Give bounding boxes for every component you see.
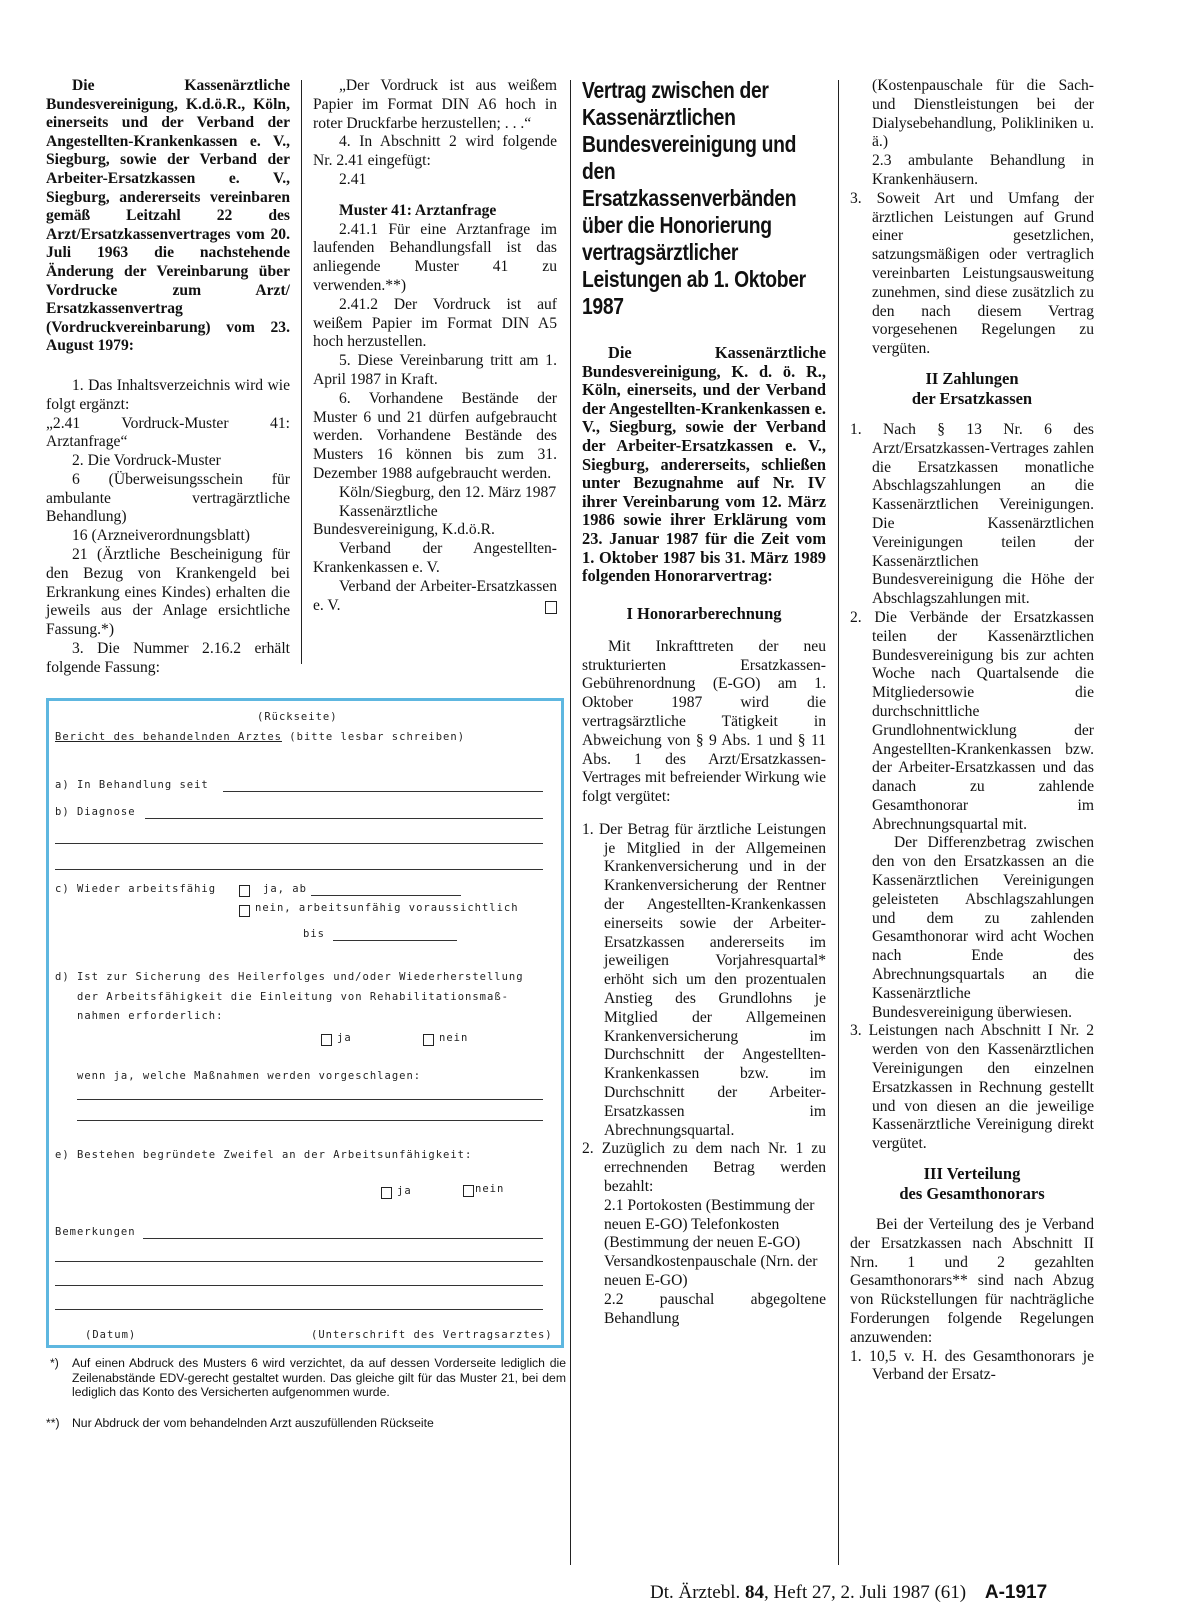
remarks-line-3 <box>55 1285 543 1286</box>
checkbox-d-nein[interactable] <box>423 1034 434 1046</box>
remarks-label: Bemerkungen <box>55 1226 136 1238</box>
section-1-item-1: 1. Der Betrag für ärztliche Leistungen je Mitglied in der Allgemeinen Krankenversicherung und in der Krankenversicherung der Rentner der Angestellten-Krankenkassen einerseits sowie der Arbeiter-Ersatzkassen andererseits im jeweiligen Vorjahresquartal* erhöht sich um den prozentualen Anstieg des Grundlohns je Mitglied der Allgemeinen Krankenversicherung im Durchschnitt der Angestellten-Krankenkassen bzw. im Durchschnitt der Arbeiter-Ersatzkassen im Abrechnungsquartal. <box>582 820 826 1139</box>
section-3-paragraph: Bei der Verteilung des je Verband der Ersatzkassen nach Abschnitt II Nrn. 1 und 2 gezahlten Gesamthonorars** sind nach Abzug von Rückstellungen für nachträgliche Forderungen folgende Regelungen anzuwenden: <box>850 1216 1094 1346</box>
item-1: 1. Das Inhaltsverzeichnis wird wie folgt ergänzt: <box>46 376 290 413</box>
end-box-icon <box>545 601 557 614</box>
item-2-41-2: 2.41.2 Der Vordruck ist auf weißem Papier im Format DIN A5 hoch herzustellen. <box>313 295 557 351</box>
field-c-ja-label: ja, ab <box>263 883 307 895</box>
item-3-leistungen: 3. Soweit Art und Umfang der ärztlichen Leistungen auf Grund einer gesetzlichen, satzungsmäßigen oder vertraglich vereinbarten Leistungsausweitung zunehmen, sind diese zusätzlich zu den nach diesem Vertrag vorgesehenen Regelungen zu vergüten. <box>850 189 1094 358</box>
field-b-line-3 <box>55 869 543 870</box>
section-1-item-2: 2. Zuzüglich zu dem nach Nr. 1 zu errechnenden Betrag werden bezahlt: <box>582 1140 826 1196</box>
column-2 <box>313 77 557 615</box>
item-1-text: „2.41 Vordruck-Muster 41: Arztanfrage“ <box>46 414 290 451</box>
intro-paragraph: Die Kassenärztliche Bundesvereinigung, K.d.ö.R., Köln, einerseits und der Verband der Angestellten-Krankenkassen e. V., Siegburg, sowie der Verband der Arbeiter-Ersatzkassen e. V., Siegburg, andererseits vereinbaren gemäß Leitzahl 22 des Arzt/Ersatzkassenvertrages vom 20. Juli 1963 die nachstehende Änderung der Vereinbarung über Vordrucke zum Arzt/ Ersatzkassenvertrag (Vordruckvereinbarung) vom 23. August 1979: <box>46 77 290 355</box>
item-2-41-1: 2.41.1 Für eine Arztanfrage im laufenden Behandlungsfall ist das anliegende Muster 41 zu verwenden.**) <box>313 220 557 294</box>
journal-issue: , Heft 27, 2. Juli 1987 (61) <box>763 1582 967 1603</box>
field-b-line-1 <box>145 818 543 819</box>
field-d-question: wenn ja, welche Maßnahmen werden vorgeschlagen: <box>77 1070 422 1082</box>
page-footer <box>650 1582 1047 1604</box>
journal-volume: 84 <box>744 1582 764 1603</box>
field-c-nein-label: nein, arbeitsunfähig voraussichtlich <box>255 902 519 914</box>
footnote-2 <box>46 1416 566 1431</box>
quote-paragraph: „Der Vordruck ist aus weißem Papier im Format DIN A6 hoch in roter Druckfarbe herzustellen; . . .“ <box>313 77 557 132</box>
field-a-line <box>223 791 543 792</box>
field-b-label: b) Diagnose <box>55 806 136 818</box>
checkbox-e-ja[interactable] <box>381 1187 392 1199</box>
section-2-item-2-cont: Der Differenzbetrag zwischen den von den Ersatzkassen an die Kassenärztlichen Vereinigungen geleisteten Abschlagszahlungen und dem zu zahlenden Gesamthonorar wird acht Wochen nach Ende des Abrechnungsquartals an die Kassenärztliche Bundesvereinigung überwiesen. <box>872 834 1094 1021</box>
section-2-item-2: 2. Die Verbände der Ersatzkassen teilen der Kassenärztlichen Bundesvereinigung bis zur achten Woche nach Quartalsende die Mitgliedersowie die durchschnittliche Grundlohnentwicklung der Angestellten-Krankenkassen bzw. der Arbeiter-Ersatzkassen und das danach zu zahlende Gesamthonorar im Abrechnungsquartal mit. <box>850 608 1094 833</box>
page-number: A-1917 <box>984 1582 1048 1603</box>
column-rule-3 <box>838 80 839 1565</box>
signatory-2: Verband der Angestellten-Krankenkassen e. V. <box>313 540 557 576</box>
item-2: 2. Die Vordruck-Muster <box>72 452 221 470</box>
remarks-line-4 <box>55 1309 543 1310</box>
footnote-2-text: Nur Abdruck der vom behandelnden Arzt auszufüllenden Rückseite <box>72 1416 434 1430</box>
section-2-item-3: 3. Leistungen nach Abschnitt I Nr. 2 werden von den Kassenärztlichen Vereinigungen den einzelnen Ersatzkassen in Rechnung gestellt und von diesen an die jeweilige Kassenärztliche Vereinigung direkt vergütet. <box>850 1022 1094 1153</box>
field-d-ja-label: ja <box>337 1032 352 1044</box>
column-4 <box>850 77 1094 1385</box>
footnote-2-mark: **) <box>46 1416 60 1430</box>
remarks-line-1 <box>143 1238 543 1239</box>
section-2-heading-a: II Zahlungen <box>925 368 1019 388</box>
column-1 <box>46 77 290 678</box>
field-d-line-b <box>77 1120 543 1121</box>
signature-label: (Unterschrift des Vertragsarztes) <box>311 1329 553 1341</box>
footnote-1 <box>46 1356 566 1400</box>
item-2a: 6 (Überweisungsschein für ambulante vertragärztliche Behandlung) <box>46 470 290 526</box>
column-3 <box>582 77 826 1328</box>
field-e-nein-label: nein <box>475 1183 505 1195</box>
kostenpauschale-text: (Kostenpauschale für die Sach- und Dienstleistungen bei der Dialysebehandlung, Polikliniken u. ä.) <box>872 77 1094 151</box>
item-5: 5. Diese Vereinbarung tritt am 1. April 1987 in Kraft. <box>313 352 557 388</box>
field-d-line-1: d) Ist zur Sicherung des Heilerfolges und/oder Wiederherstellung <box>55 971 524 983</box>
field-d-line-2: der Arbeitsfähigkeit die Einleitung von Rehabilitationsmaß- <box>77 991 509 1003</box>
field-e-label: e) Bestehen begründete Zweifel an der Arbeitsunfähigkeit: <box>55 1149 473 1161</box>
field-d-line-3: nahmen erforderlich: <box>77 1010 224 1022</box>
item-2b: 16 (Arzneiverordnungsblatt) <box>72 527 250 545</box>
checkbox-c-ja[interactable] <box>239 885 250 897</box>
field-c-bis-line <box>333 940 457 941</box>
field-d-nein-label: nein <box>439 1032 469 1044</box>
section-1-item-2-2: 2.2 pauschal abgegoltene Behandlung <box>604 1290 826 1327</box>
article-headline: Vertrag zwischen der Kassenärztlichen Bundesvereinigung und den Ersatzkassenverbänden über die Honorierung vertragsärztlicher Leistungen ab 1. Oktober 1987 <box>582 77 806 319</box>
checkbox-c-nein[interactable] <box>239 905 250 917</box>
section-2-item-1: 1. Nach § 13 Nr. 6 des Arzt/Ersatzkassen-Vertrages zahlen die Ersatzkassen monatliche Abschlagszahlungen an die Kassenärztlichen Vereinigungen. Die Kassenärztlichen Vereinigungen teilen der Kassenärztlichen Bundesvereinigung die Höhe der Abschlagszahlungen mit. <box>850 420 1094 608</box>
section-3-heading-a: III Verteilung <box>923 1164 1021 1184</box>
field-a-label: a) In Behandlung seit <box>55 779 209 791</box>
date-label: (Datum) <box>85 1329 137 1341</box>
checkbox-e-nein[interactable] <box>463 1185 474 1197</box>
item-4: 4. In Abschnitt 2 wird folgende Nr. 2.41 eingefügt: <box>313 133 557 170</box>
field-c-bis-label: bis <box>303 928 325 940</box>
muster-heading: Muster 41: Arztanfrage <box>339 201 497 219</box>
footnote-1-mark: *) <box>50 1356 59 1370</box>
item-4-number: 2.41 <box>339 170 367 188</box>
place-date: Köln/Siegburg, den 12. März 1987 <box>339 483 557 501</box>
form-top-label: (Rückseite) <box>257 711 338 723</box>
section-1-heading: I Honorarberechnung <box>626 603 782 623</box>
field-e-ja-label: ja <box>397 1185 412 1197</box>
section-2-heading-b: der Ersatzkassen <box>911 388 1033 408</box>
section-1-paragraph: Mit Inkrafttreten der neu strukturierten Ersatzkassen-Gebührenordnung (E-GO) am 1. Oktober 1987 wird die vertragsärztliche Tätigkeit in Abweichung von § 9 Abs. 1 und § 11 Abs. 1 des Arzt/Ersatzkassen-Vertrages mit befreiender Wirkung wie folgt vergütet: <box>582 637 826 806</box>
column-rule-2 <box>570 80 571 1565</box>
item-6: 6. Vorhandene Bestände der Muster 6 und 21 dürfen aufgebraucht werden. Vorhandene Bestände des Musters 16 können bis zum 31. Dezember 1988 aufgebraucht werden. <box>313 389 557 482</box>
item-2c: 21 (Ärztliche Bescheinigung für den Bezug von Krankengeld bei Erkrankung eines Kindes) erhalten die jeweils aus der Anlage ersichtliche Fassung.*) <box>46 546 290 639</box>
item-2-3: 2.3 ambulante Behandlung in Krankenhäusern. <box>872 152 1094 188</box>
remarks-line-2 <box>55 1261 543 1262</box>
field-b-line-2 <box>55 843 543 844</box>
field-d-line-a <box>77 1099 543 1100</box>
signatory-3: Verband der Arbeiter-Ersatzkassen e. V. <box>313 577 557 614</box>
section-3-heading-b: des Gesamthonorars <box>899 1184 1045 1204</box>
form-rueckseite <box>46 698 564 1348</box>
field-c-label: c) Wieder arbeitsfähig <box>55 883 217 895</box>
form-title: Bericht des behandelnden Arztes (bitte lesbar schreiben) <box>55 731 466 743</box>
field-c-ja-line <box>311 895 461 896</box>
signatory-1: Kassenärztliche Bundesvereinigung, K.d.ö.R. <box>313 502 495 539</box>
column-rule-1 <box>301 80 302 664</box>
lead-paragraph: Die Kassenärztliche Bundesvereinigung, K. d. ö. R., Köln, einerseits, und der Verband der Angestellten-Krankenkassen e. V., Siegburg, sowie der Verband der Arbeiter-Ersatzkassen e. V., Siegburg, andererseits, schließen unter Bezugnahme auf Nr. IV ihrer Vereinbarung vom 12. März 1986 sowie ihrer Erklärung vom 23. Januar 1987 für die Zeit vom 1. Oktober 1987 bis 31. März 1989 folgenden Honorarvertrag: <box>582 343 826 586</box>
footnote-1-text: Auf einen Abdruck des Musters 6 wird verzichtet, da auf dessen Vorderseite lediglich die Zeilenabstände EDV-gerecht gestaltet wurden. Das gleiche gilt für das Muster 21, bei dem lediglich das Konto des Versicherten aufgenommen wurde. <box>72 1356 566 1399</box>
checkbox-d-ja[interactable] <box>321 1034 332 1046</box>
section-3-item-1: 1. 10,5 v. H. des Gesamthonorars je Verband der Ersatz- <box>850 1347 1094 1384</box>
item-3: 3. Die Nummer 2.16.2 erhält folgende Fassung: <box>46 640 290 676</box>
section-1-item-2-1: 2.1 Portokosten (Bestimmung der neuen E-GO) Telefonkosten (Bestimmung der neuen E-GO) Versandkostenpauschale (Nrn. der neuen E-GO) <box>604 1196 818 1290</box>
journal-name: Dt. Ärztebl. <box>650 1582 741 1603</box>
